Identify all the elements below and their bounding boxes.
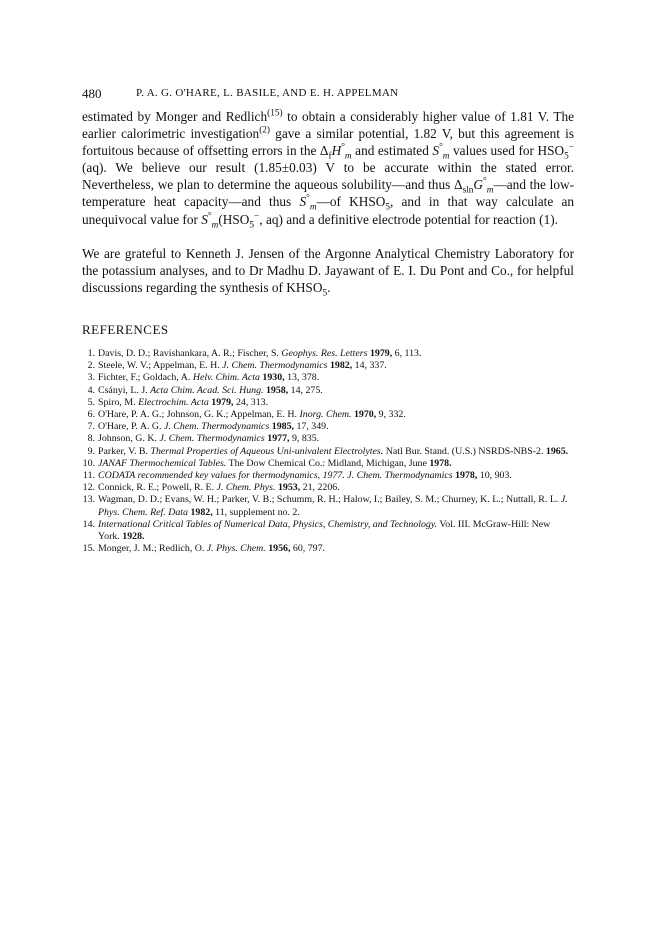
reference-source: Thermal Properties of Aqueous Uni-univalent Electrolytes.: [150, 445, 384, 457]
p1-text-8: —of KHSO: [316, 194, 386, 210]
reference-year: 1982,: [327, 360, 353, 372]
reference-item: [82, 360, 574, 372]
reference-text: [98, 409, 574, 421]
reference-text: [98, 470, 574, 482]
superscript-minus: −: [254, 211, 260, 222]
reference-year: 1930,: [259, 372, 285, 384]
reference-number: 15.: [82, 543, 95, 555]
reference-year: 1970,: [351, 408, 377, 420]
reference-year: 1978.: [426, 457, 452, 469]
reference-item: [82, 348, 574, 360]
p1-text-5: values used for: [449, 143, 538, 159]
reference-item: [82, 494, 574, 518]
running-head: P. A. G. O'HARE, L. BASILE, AND E. H. APPELMAN: [136, 87, 399, 99]
reference-item: [82, 543, 574, 555]
reference-authors: Csányi, L. J.: [98, 384, 151, 396]
reference-source: J. Phys. Chem.: [206, 543, 266, 555]
reference-item: [82, 409, 574, 421]
reference-authors: Wagman, D. D.; Evans, W. H.; Parker, V. B.; Schumm, R. H.; Halow, I.; Bailey, S. M.; Churney, K. L.; Nuttall, R. L.: [98, 494, 561, 506]
reference-authors: Connick, R. E.; Powell, R. E.: [98, 482, 217, 494]
reference-year: 1977,: [264, 433, 290, 445]
p1-text-6: (aq). We believe our result (1.85±0.03) V to be accurate within the stated error. Nevertheless, we plan to determine the aqueous solubility—and thus: [82, 160, 574, 193]
reference-item: [82, 421, 574, 433]
formula-delta-f-h: $\Delta_fH^\circ_m$: [319, 142, 352, 162]
ack-subscript: 5: [322, 288, 328, 299]
citation-15: (15): [267, 108, 283, 119]
reference-authors: Spiro, M.: [98, 396, 139, 408]
reference-text: [98, 458, 574, 470]
reference-text: [98, 519, 574, 543]
reference-number: 11.: [83, 469, 95, 481]
reference-number: 7.: [87, 421, 95, 433]
reference-year: 1958,: [263, 384, 289, 396]
reference-text: [98, 433, 574, 445]
reference-number: 12.: [82, 482, 95, 494]
reference-details: Natl Bur. Stand. (U.S.) NSRDS-NBS-2.: [383, 445, 544, 457]
reference-authors: Fichter, F.; Goldach, A.: [98, 372, 193, 384]
reference-year: 1985,: [269, 421, 294, 433]
reference-details: 6, 113.: [392, 347, 422, 359]
reference-source: Helv. Chim. Acta: [192, 372, 260, 384]
reference-text: [98, 348, 574, 360]
reference-year: 1965.: [543, 445, 569, 457]
reference-item: [82, 385, 574, 397]
reference-text: [98, 372, 574, 384]
reference-authors: Johnson, G. K.: [98, 433, 160, 445]
reference-number: 1.: [87, 347, 95, 359]
reference-authors: O'Hare, P. A. G.; Johnson, G. K.; Appelman, E. H.: [98, 408, 300, 420]
paragraph-results: [82, 108, 574, 231]
p1-text-4: and estimated: [351, 143, 433, 159]
reference-text: [98, 397, 574, 409]
formula-s-m: $S^\circ_m$: [432, 142, 450, 162]
reference-details: 24, 313.: [233, 396, 269, 408]
paragraph-acknowledgements: [82, 245, 574, 299]
p1-text-3: gave a similar potential, 1.82 V, but this agreement is fortuitous because of offsetting errors in the: [82, 126, 574, 159]
reference-source: Inorg. Chem.: [299, 408, 352, 420]
reference-source: J. Phys. Chem. Ref. Data: [98, 494, 568, 518]
reference-details: 13, 378.: [284, 372, 320, 384]
subscript-5b: 5: [249, 220, 255, 231]
reference-number: 14.: [82, 518, 95, 530]
reference-text: [98, 543, 574, 555]
reference-year: 1979,: [208, 396, 234, 408]
reference-number: 8.: [87, 433, 95, 445]
reference-source: J. Chem. Thermodynamics: [163, 421, 270, 433]
citation-2: (2): [259, 125, 271, 136]
reference-year: 1982,: [187, 506, 213, 518]
reference-item: [82, 458, 574, 470]
reference-number: 2.: [87, 360, 95, 372]
reference-details: 17, 349.: [293, 421, 329, 433]
reference-text: [98, 446, 574, 458]
reference-item: [82, 397, 574, 409]
reference-authors: Steele, W. V.; Appelman, E. H.: [98, 360, 223, 372]
p1-text-10: (HSO: [218, 211, 250, 227]
page-header: [82, 86, 574, 108]
reference-year: 1953,: [275, 482, 301, 494]
references-list: [82, 348, 574, 555]
reference-item: [82, 433, 574, 445]
reference-details: 9, 332.: [376, 408, 406, 420]
reference-details: 10, 903.: [477, 469, 512, 481]
formula-hso5: $HSO_5^-$: [537, 142, 574, 162]
reference-year: 1978,: [452, 469, 478, 481]
reference-authors: O'Hare, P. A. G.: [98, 421, 164, 433]
reference-text: [98, 482, 574, 494]
reference-year: 1928.: [119, 530, 145, 542]
formula-delta-sln-g: $\Delta_{sln}G^\circ_m$: [454, 176, 494, 197]
ack-end: .: [327, 279, 331, 295]
reference-details: 21, 2206.: [300, 482, 340, 494]
reference-text: [98, 385, 574, 397]
ack-text: We are grateful to Kenneth J. Jensen of the Argonne Analytical Chemistry Laboratory for the potassium analyses, and to Dr Madhu D. Jayawant of E. I. Du Pont and Co., for helpful discussions regarding the synthesis of KHSO: [82, 245, 574, 295]
reference-year: 1979,: [367, 347, 393, 359]
reference-year: 1956,: [265, 543, 291, 555]
formula-s-m-2: $S^\circ_m$: [299, 194, 317, 214]
reference-text: [98, 494, 574, 518]
reference-number: 4.: [87, 384, 95, 396]
p1-text-11: , aq) and a definitive electrode potential for reaction (1).: [259, 211, 558, 227]
subscript-5: 5: [385, 203, 390, 214]
reference-authors: Parker, V. B.: [98, 445, 151, 457]
reference-source: Electrochim. Acta: [138, 396, 209, 408]
body-text: [82, 108, 574, 299]
reference-number: 10.: [82, 457, 95, 469]
page-number: 480: [82, 86, 102, 101]
reference-details: 14, 337.: [352, 360, 387, 372]
reference-authors: Monger, J. M.; Redlich, O.: [98, 543, 207, 555]
reference-number: 5.: [87, 396, 95, 408]
reference-item: [82, 446, 574, 458]
reference-source: Acta Chim. Acad. Sci. Hung.: [150, 384, 264, 396]
reference-source: J. Chem. Thermodynamics: [159, 433, 265, 445]
reference-source: J. Chem. Thermodynamics: [222, 360, 328, 372]
reference-source: CODATA recommended key values for thermodynamics, 1977. J. Chem. Thermodynamics: [98, 469, 453, 481]
reference-details: 11, supplement no. 2.: [212, 506, 300, 518]
reference-source: JANAF Thermochemical Tables.: [98, 457, 227, 469]
reference-item: [82, 482, 574, 494]
page: [82, 86, 574, 555]
reference-details: The Dow Chemical Co.: Midland, Michigan, June: [226, 457, 427, 469]
reference-text: [98, 360, 574, 372]
p1-text-2: to obtain a considerably higher value of 1.81 V. The earlier calorimetric investigation: [82, 109, 574, 142]
reference-details: 9, 835.: [289, 433, 320, 445]
reference-source: International Critical Tables of Numerical Data, Physics, Chemistry, and Technology.: [98, 518, 438, 530]
p1-text-9: , and in that way calculate an unequivocal value for: [82, 194, 574, 227]
reference-details: 60, 797.: [290, 543, 325, 555]
references-heading: REFERENCES: [82, 321, 169, 337]
reference-details: Vol. III. McGraw-Hill: New York.: [98, 518, 551, 542]
reference-text: [98, 421, 574, 433]
reference-authors: Davis, D. D.; Ravishankara, A. R.; Fischer, S.: [98, 347, 282, 359]
p1-text-1: estimated by Monger and Redlich: [82, 109, 268, 124]
reference-details: 14, 275.: [288, 384, 323, 396]
reference-number: 9.: [87, 445, 95, 457]
reference-number: 3.: [87, 372, 95, 384]
reference-number: 13.: [82, 494, 95, 506]
reference-item: [82, 372, 574, 384]
reference-item: [82, 470, 574, 482]
p1-text-7: —and the low-temperature heat capacity—and thus: [82, 177, 574, 210]
reference-item: [82, 519, 574, 543]
reference-number: 6.: [87, 408, 95, 420]
reference-source: Geophys. Res. Letters: [281, 347, 368, 359]
formula-s-m-3: $S^\circ_m$: [201, 211, 219, 231]
reference-source: J. Chem. Phys.: [216, 482, 276, 494]
